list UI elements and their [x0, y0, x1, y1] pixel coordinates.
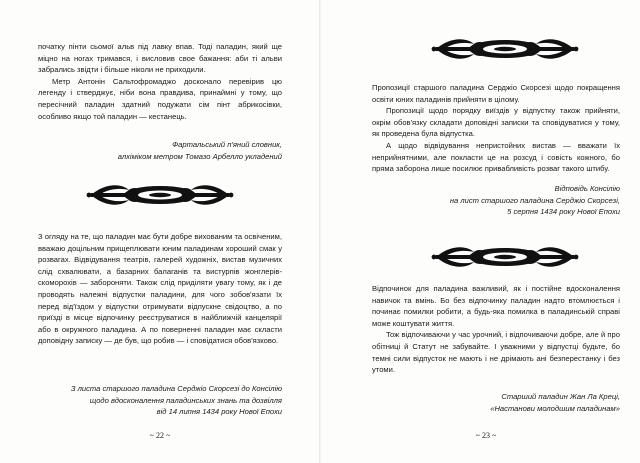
- paragraph: З огляду на те, що паладин має бути добре вихованим та освіченим, вважаю доцільним прищеплювати юним паладинам хороший смак у розвагах. Відвідування театрів, галерей художніх, вистав музичних слід схвалювати, а базарних балаганів та вистурпів жонглерів-скоморохів — забороняти. Також слід приділяти увагу тому, як і де проводять належні відпустки паладини, для чого зобов'язати їх перед від'їздом у відпустки отримувати відпускне свідоцтво, а по приїзді в місце відпочинку реєструватися в найближчій канцелярії або в окружного паладина. А по поверненні паладин має скласти доповідну записку — де був, що робив — і сповідатися обов'язково.: [38, 232, 282, 346]
- signature-line: алхіміком метром Томазо Арбелло укладений: [117, 151, 282, 161]
- paragraph: Пропозиції щодо порядку виїздів у відпустку також прийняти, окрім обов'язку складати доповідні записки та сповідуватися у тому, як проведена була відпустка.: [372, 106, 620, 139]
- right-signature-2: [372, 391, 620, 414]
- signature-line: щодо вдосконалення паладинських знань та дозвілля: [89, 395, 282, 405]
- left-signature-1: [38, 139, 282, 162]
- signature-line: на лист старшого паладина Серджіо Скорсезі,: [449, 195, 620, 205]
- left-text-block-2: [38, 231, 282, 347]
- signature-line: «Настанови молодшим паладинам»: [490, 403, 620, 413]
- signature-line: Старший паладин Жан Ла Креці,: [501, 392, 620, 401]
- signature-line: Відповідь Консілію: [554, 184, 620, 193]
- signature-line: Фартальський п'яний словник,: [172, 140, 282, 149]
- right-signature-1: [372, 183, 620, 218]
- paragraph: Тож відпочиваючи у час урочний, і відпочиваючи добре, але й про обітниці й Статут не забувайте. І уважними у відпустці будьте, бо темні сили відпусток не мають і не дрімають ані безперестанку і без утоми.: [372, 330, 620, 375]
- page-number: ~ 22 ~: [149, 431, 171, 440]
- ornament-divider: [85, 182, 235, 208]
- paragraph: Пропозиції старшого паладина Серджіо Скорсезі щодо покращення освіти юних паладинів прийняти в цілому.: [372, 83, 620, 104]
- paragraph: початку пінти сьомої альв під лавку впав. Тоді паладин, який ще міцно на ногах тримався, і висловив свое бажання: аби ті альви забрались звідти і більше ніколи не приходили.: [38, 42, 282, 75]
- right-page: [320, 0, 640, 463]
- signature-line: З листа старшого паладина Серджіо Скорсезі до Консілію: [70, 384, 282, 393]
- paragraph: Метр Антонін Сальтофромаджо досконало перевірив цю легенду і стверджує, ніби вона правдива, принаймні у тому, що пересічний паладин здатний подужати сім пінт абрикосівки, особливо якщо той паладин — кестанець.: [38, 76, 282, 121]
- right-text-block-2: [372, 283, 620, 376]
- signature-line: від 14 липня 1434 року Нової Епохи: [156, 407, 282, 417]
- ornament-divider: [430, 36, 580, 62]
- paragraph: А щодо відвідування непристойних вистав — вважати їх неприйнятними, але покласти це на розсуд і совість кожного, бо пряма заборона лише посилює привабливість розваг такого штибу.: [372, 140, 620, 174]
- paragraph: Відпочинок для паладина важливий, як і постійне вдосконалення навичок та вмінь. Бо без відпочинку паладин надто втомлюється і починає помилки робити, а будь-яка помилка в паладинській справі може коштувати життя.: [372, 284, 620, 328]
- left-text-block-1: [38, 41, 282, 122]
- right-text-block-1: [372, 82, 620, 175]
- left-signature-2: [38, 383, 282, 418]
- ornament-divider: [430, 244, 580, 270]
- page-number: ~ 23 ~: [475, 431, 497, 440]
- signature-line: 5 серпня 1434 року Нової Епохи: [507, 207, 620, 217]
